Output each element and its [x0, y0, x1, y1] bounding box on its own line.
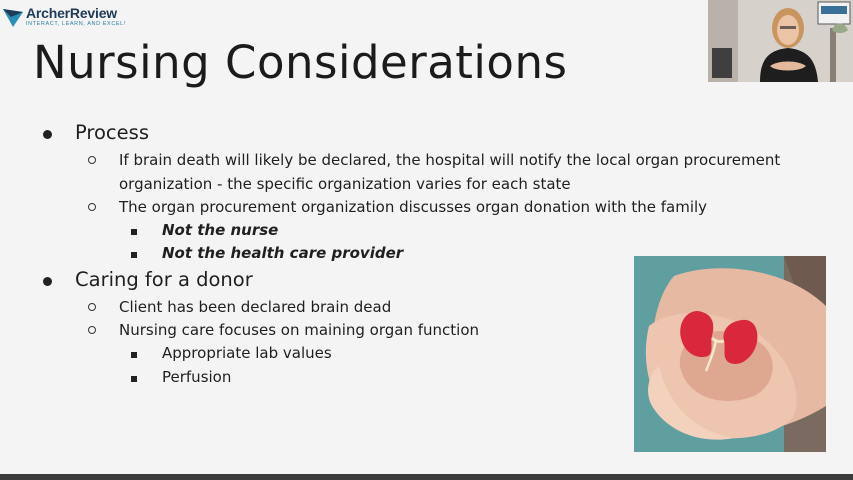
outline-line: The organ procurement organization discusses organ donation with the family: [119, 198, 708, 216]
kidney-in-hands-photo-icon: [634, 256, 826, 452]
presenter-webcam-icon: [708, 0, 853, 82]
section-heading: Caring for a donor: [75, 268, 253, 291]
outline-subitem: Not the nurse: [162, 221, 279, 239]
outline-line: Client has been declared brain dead: [119, 298, 392, 316]
level3-bullet: [131, 376, 137, 382]
presenter-webcam-video: [708, 0, 853, 82]
level2-bullet: [88, 326, 96, 334]
bottom-bar: [0, 474, 853, 480]
outline-line: organization - the specific organization varies for each state: [119, 175, 571, 193]
level3-bullet: [131, 252, 137, 258]
section-heading: Process: [75, 121, 149, 144]
level3-bullet: [131, 229, 137, 235]
level2-bullet: [88, 156, 96, 164]
slide-title: Nursing Considerations: [33, 36, 568, 89]
logo-tagline: INTERACT, LEARN, AND EXCEL!: [26, 21, 126, 27]
level3-bullet: [131, 352, 137, 358]
outline-subitem: Appropriate lab values: [162, 344, 332, 362]
outline-subitem: Perfusion: [162, 368, 232, 386]
kidney-hands-image: [634, 256, 826, 452]
logo-name: ArcherReview: [26, 5, 117, 21]
outline-line: Nursing care focuses on maining organ function: [119, 321, 480, 339]
outline-line: If brain death will likely be declared, the hospital will notify the local organ procurement: [119, 151, 781, 169]
level2-bullet: [88, 303, 96, 311]
level2-bullet: [88, 203, 96, 211]
level1-bullet: [43, 277, 52, 286]
outline-subitem: Not the health care provider: [162, 244, 404, 262]
level1-bullet: [43, 130, 52, 139]
